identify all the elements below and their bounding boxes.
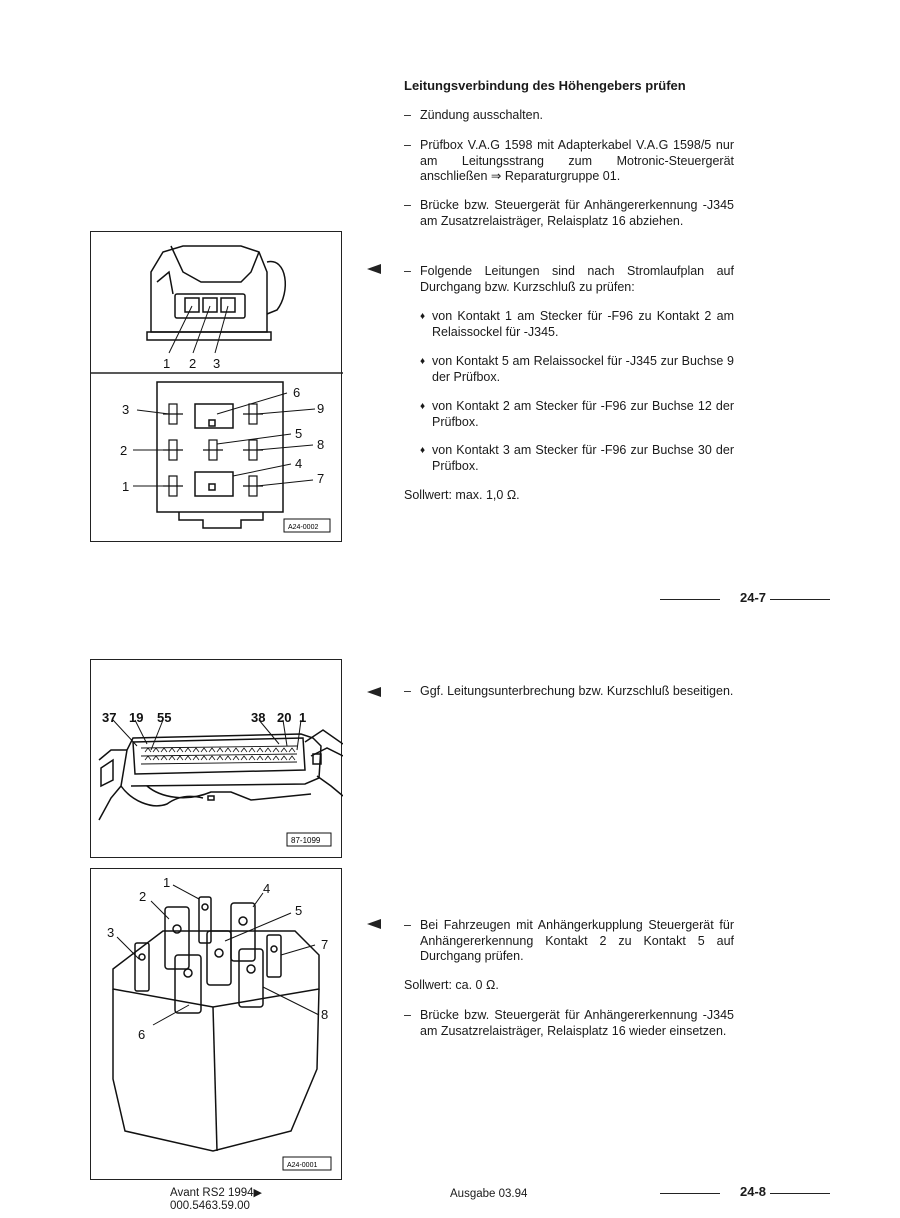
- socket-label-2: 2: [120, 443, 128, 458]
- footer-model: [170, 1187, 262, 1200]
- connector-pin-label-55: 55: [157, 710, 172, 725]
- step-check-wires: [404, 264, 734, 295]
- step-repair-wires: [404, 684, 734, 700]
- check-item-4: [420, 443, 734, 474]
- step-check-trailer-unit: [404, 918, 734, 965]
- relay-drawing: [91, 869, 343, 1181]
- check-item-text: von Kontakt 3 am Stecker für -F96 zur Buchse 30 der Prüfbox.: [432, 443, 734, 473]
- socket-label-4: 4: [295, 456, 303, 471]
- footer-rule-right: [770, 1193, 830, 1194]
- socket-label-6: 6: [293, 385, 301, 400]
- pointer-arrow-icon: [367, 264, 381, 274]
- pointer-arrow-icon: [367, 919, 381, 929]
- relay-contact-label-7: 7: [321, 937, 329, 952]
- step-text: Prüfbox V.A.G 1598 mit Adapterkabel V.A.G 1598/5 nur am Leitungsstrang zum Motronic-Steuergerät anschließen ⇒ Reparaturgruppe 01.: [420, 138, 734, 183]
- figure-ref-code: A24-0002: [288, 524, 319, 531]
- relay-contact-label-8: 8: [321, 1007, 329, 1022]
- step-dash: –: [404, 198, 411, 212]
- pointer-arrow-icon: [367, 687, 381, 697]
- relay-contact-label-2: 2: [139, 889, 147, 904]
- page-number-bottom: 24-8: [740, 1184, 767, 1199]
- bullet-icon: ♦: [420, 445, 426, 456]
- socket-label-9: 9: [317, 401, 325, 416]
- footer-rule-right: [770, 599, 830, 600]
- check-item-text: von Kontakt 5 am Relaissockel für -J345 zur Buchse 9 der Prüfbox.: [432, 354, 734, 384]
- step-connect-testbox: [404, 138, 734, 185]
- connector-socket-drawing: [91, 232, 343, 543]
- check-item-2: [420, 354, 734, 385]
- step-dash: –: [404, 264, 411, 278]
- footer-model-text: Avant RS2 1994: [170, 1187, 254, 1199]
- check-item-3: [420, 399, 734, 430]
- step-text: Zündung ausschalten.: [420, 108, 544, 122]
- socket-label-3: 3: [122, 402, 130, 417]
- footer-edition: Ausgabe 03.94: [450, 1188, 528, 1200]
- socket-label-7: 7: [317, 471, 325, 486]
- figure-connector-relay-socket: [90, 231, 342, 542]
- step-remove-bridge: [404, 198, 734, 229]
- section-heading: Leitungsverbindung des Höhengebers prüfen: [404, 78, 686, 93]
- socket-label-5: 5: [295, 426, 303, 441]
- bullet-icon: ♦: [420, 356, 426, 367]
- footer-rule-left: [660, 599, 720, 600]
- step-dash: –: [404, 108, 411, 122]
- connector-pin-label-38: 38: [251, 710, 266, 725]
- connector-pin-label-1: 1: [299, 710, 307, 725]
- bullet-icon: ♦: [420, 401, 426, 412]
- figure-ref-code: 87-1099: [291, 836, 321, 845]
- footer-part-number: 000.5463.59.00: [170, 1200, 250, 1212]
- check-item-text: von Kontakt 2 am Stecker für -F96 zur Buchse 12 der Prüfbox.: [432, 399, 734, 429]
- connector-pin-label-20: 20: [277, 710, 292, 725]
- step-text: Ggf. Leitungsunterbrechung bzw. Kurzschluß beseitigen.: [420, 684, 734, 698]
- sollwert-2: Sollwert: ca. 0 Ω.: [404, 978, 499, 992]
- section-2-relay-check: [404, 918, 734, 1068]
- figure-control-unit-connector: [90, 659, 342, 858]
- relay-contact-label-3: 3: [107, 925, 115, 940]
- step-dash: –: [404, 1008, 411, 1022]
- step-ignition-off: [404, 108, 734, 124]
- relay-contact-label-4: 4: [263, 881, 271, 896]
- step-text: Brücke bzw. Steuergerät für Anhängererkennung -J345 am Zusatzrelaisträger, Relaisplatz 16 abziehen.: [420, 198, 734, 228]
- section-2-repair: [404, 684, 734, 724]
- bullet-icon: ♦: [420, 311, 426, 322]
- footer-arrow-icon: ▶: [253, 1187, 263, 1199]
- step-dash: –: [404, 138, 411, 152]
- figure-relay-contacts: [90, 868, 342, 1180]
- step-text: Bei Fahrzeugen mit Anhängerkupplung Steuergerät für Anhängererkennung Kontakt 2 zu Kontakt 5 auf Durchgang prüfen.: [420, 918, 734, 963]
- connector-label-1: 1: [163, 356, 171, 371]
- socket-label-1: 1: [122, 479, 130, 494]
- step-dash: –: [404, 918, 411, 932]
- step-text: Brücke bzw. Steuergerät für Anhängererkennung -J345 am Zusatzrelaisträger, Relaisplatz 16 wieder einsetzen.: [420, 1008, 734, 1038]
- connector-pin-label-19: 19: [129, 710, 144, 725]
- socket-label-8: 8: [317, 437, 325, 452]
- page-number-top: 24-7: [740, 590, 767, 605]
- step-dash: –: [404, 684, 411, 698]
- figure-ref-code: A24-0001: [287, 1162, 318, 1169]
- control-unit-drawing: [91, 660, 343, 859]
- relay-contact-label-5: 5: [295, 903, 303, 918]
- check-item-1: [420, 309, 734, 340]
- connector-pin-label-37: 37: [102, 710, 117, 725]
- relay-contact-label-1: 1: [163, 875, 171, 890]
- step-refit-bridge: [404, 1008, 734, 1039]
- connector-label-2: 2: [189, 356, 197, 371]
- section-1-text: [404, 78, 734, 518]
- sollwert-1: Sollwert: max. 1,0 Ω.: [404, 488, 520, 502]
- connector-label-3: 3: [213, 356, 221, 371]
- check-item-text: von Kontakt 1 am Stecker für -F96 zu Kontakt 2 am Relaissockel für -J345.: [432, 309, 734, 339]
- step-text: Folgende Leitungen sind nach Stromlaufplan auf Durchgang bzw. Kurzschluß zu prüfen:: [420, 264, 734, 294]
- footer-rule-left: [660, 1193, 720, 1194]
- relay-contact-label-6: 6: [138, 1027, 146, 1042]
